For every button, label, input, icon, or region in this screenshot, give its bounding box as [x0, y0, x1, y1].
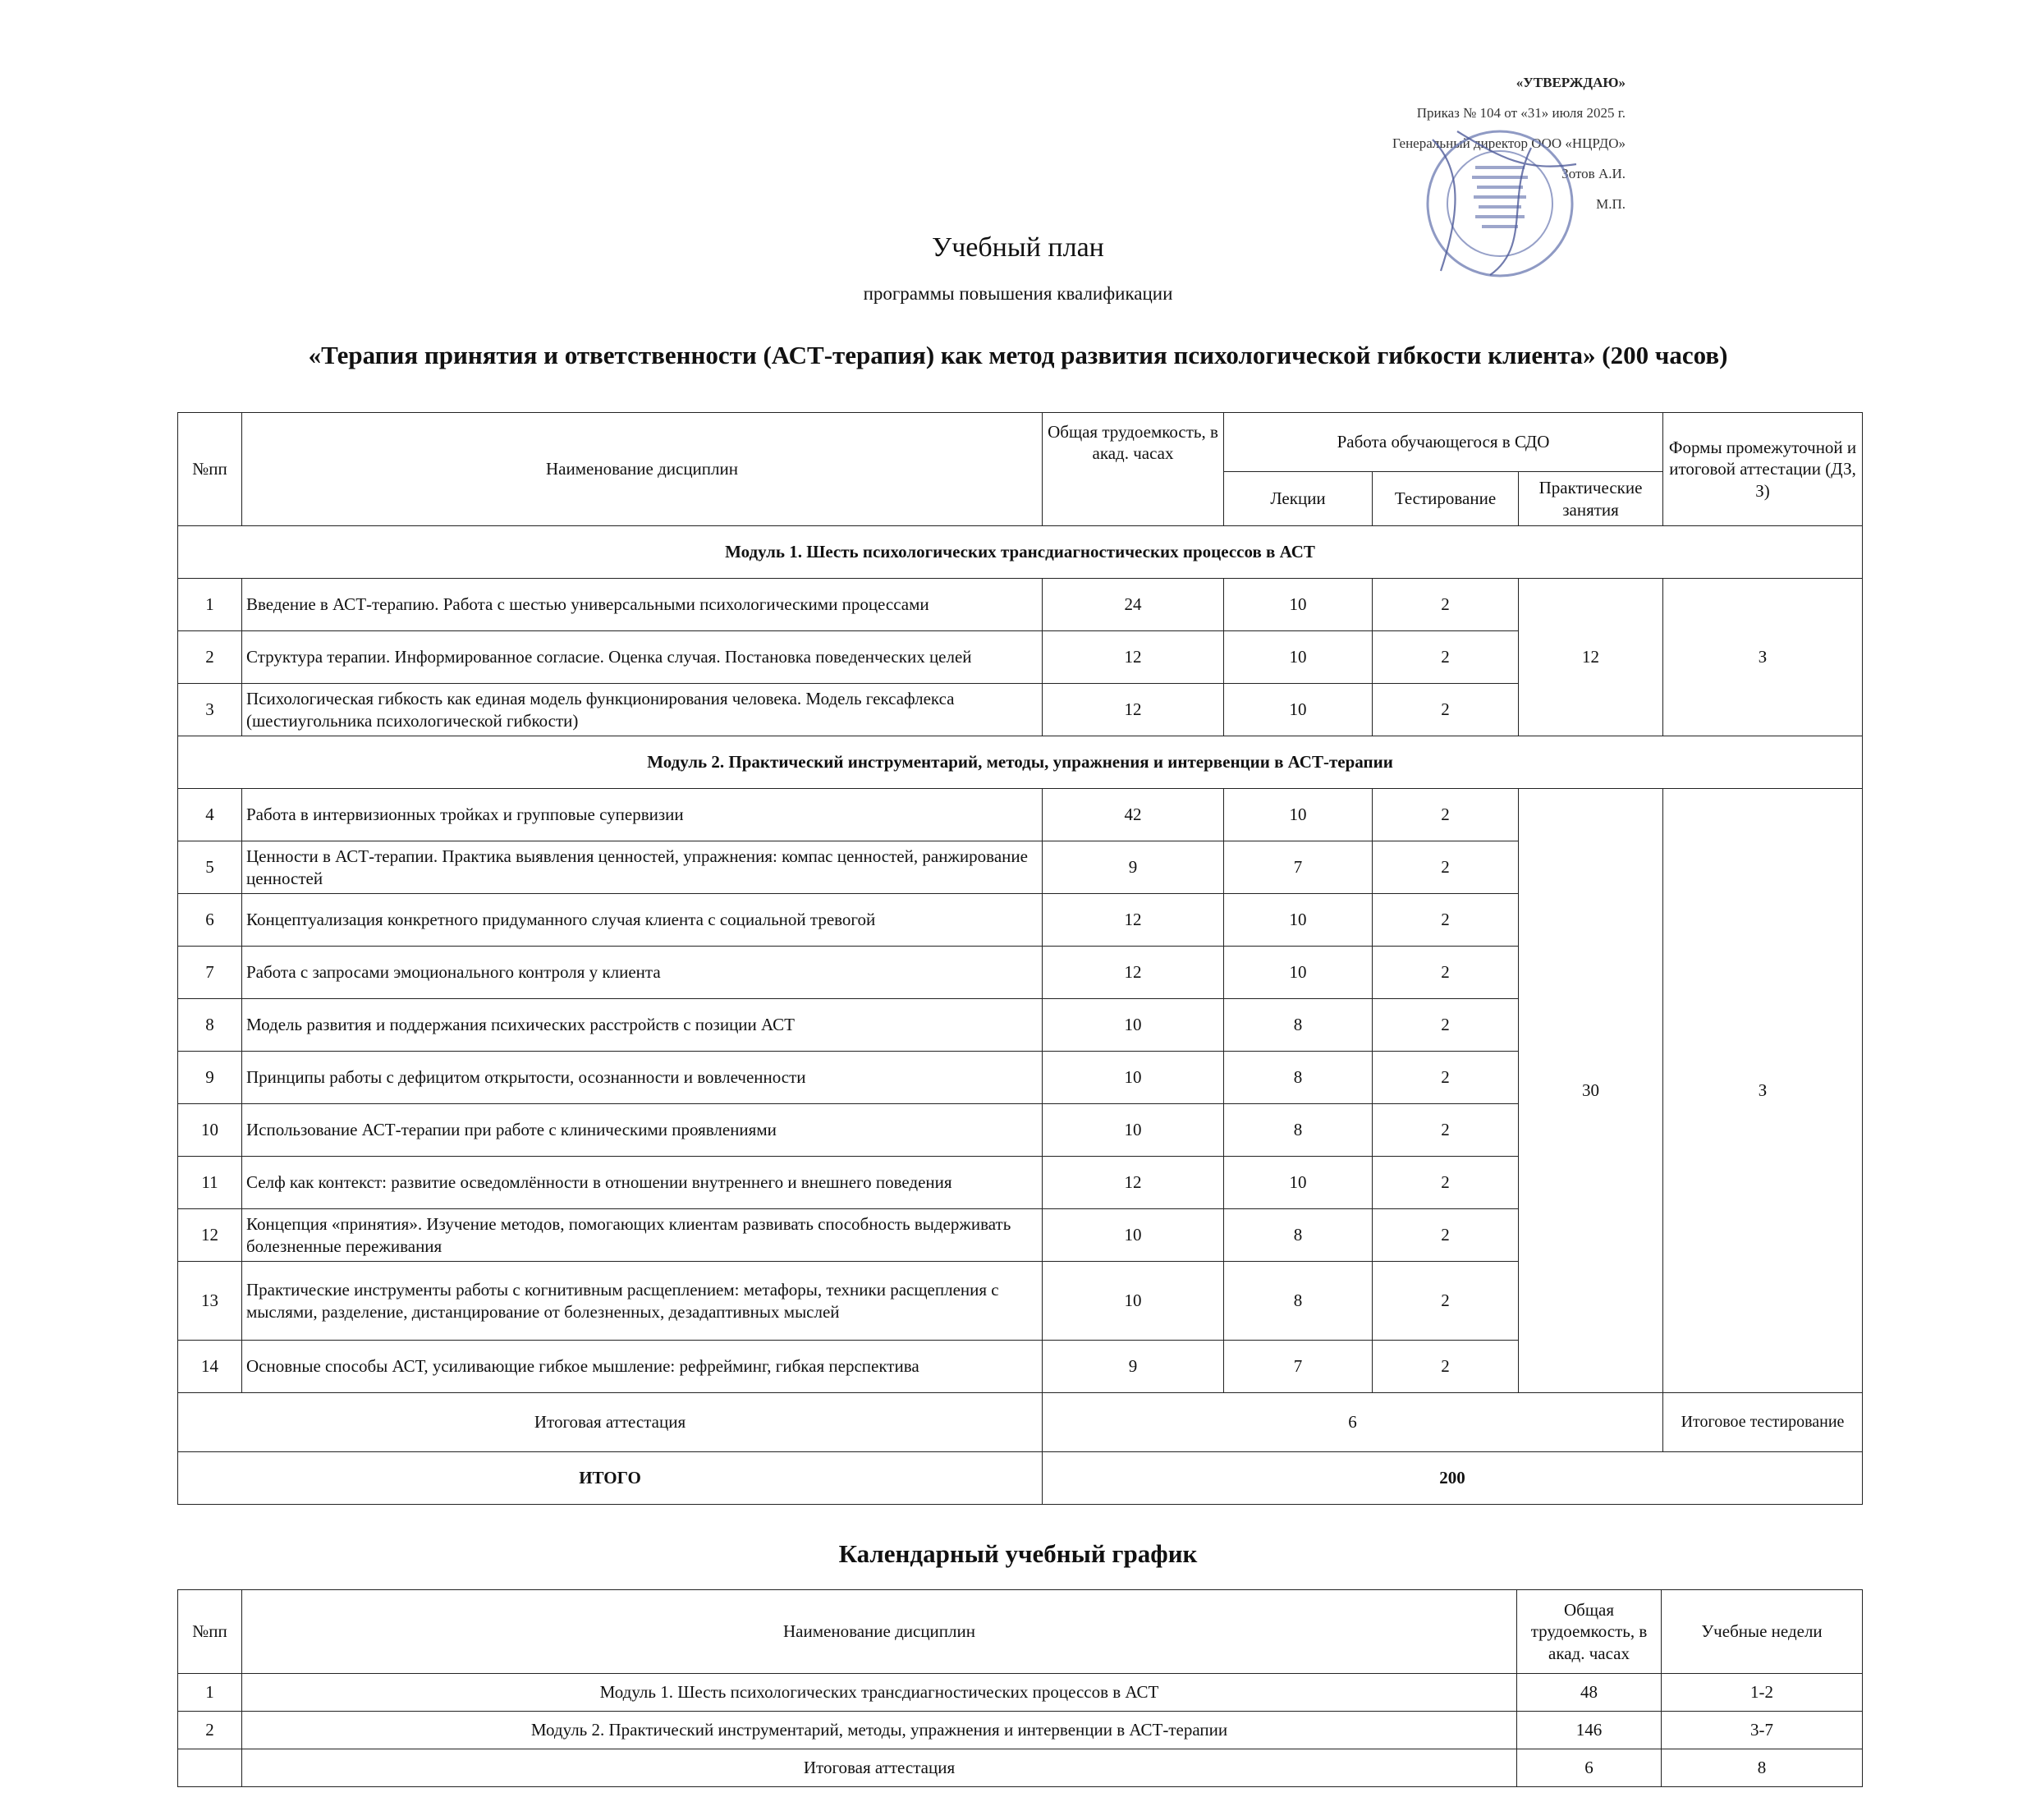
- row-testing: 2: [1373, 789, 1519, 841]
- module-2-practice: 30: [1519, 789, 1663, 1393]
- row-testing: 2: [1373, 1052, 1519, 1104]
- row-num: 10: [178, 1104, 242, 1157]
- row-lectures: 10: [1224, 894, 1373, 947]
- cal-row-total: 146: [1517, 1712, 1662, 1749]
- row-num: 9: [178, 1052, 242, 1104]
- row-total: 12: [1043, 1157, 1224, 1209]
- row-lectures: 8: [1224, 1262, 1373, 1341]
- row-testing: 2: [1373, 579, 1519, 631]
- cal-row-num: [178, 1749, 242, 1787]
- cal-header-name: Наименование дисциплин: [242, 1590, 1517, 1674]
- header-forms: Формы промежуточной и итоговой аттестации (ДЗ, З): [1663, 413, 1863, 526]
- row-num: 1: [178, 579, 242, 631]
- table-row: [178, 789, 1863, 841]
- row-name: Ценности в АСТ-терапии. Практика выявления ценностей, упражнения: компас ценностей, ранжирование ценностей: [242, 841, 1043, 894]
- row-name: Структура терапии. Информированное согласие. Оценка случая. Постановка поведенческих целей: [242, 631, 1043, 684]
- row-num: 6: [178, 894, 242, 947]
- row-total: 10: [1043, 999, 1224, 1052]
- row-num: 4: [178, 789, 242, 841]
- final-attestation-hours: 6: [1043, 1393, 1663, 1452]
- header-num: №пп: [178, 413, 242, 526]
- row-lectures: 8: [1224, 999, 1373, 1052]
- cal-row-weeks: 3-7: [1662, 1712, 1863, 1749]
- row-num: 12: [178, 1209, 242, 1262]
- row-name: Введение в АСТ-терапию. Работа с шестью универсальными психологическими процессами: [242, 579, 1043, 631]
- cal-row-total: 48: [1517, 1674, 1662, 1712]
- total-label: ИТОГО: [178, 1452, 1043, 1505]
- row-lectures: 8: [1224, 1052, 1373, 1104]
- row-num: 3: [178, 684, 242, 736]
- header-practice: Практические занятия: [1519, 472, 1663, 526]
- row-testing: 2: [1373, 999, 1519, 1052]
- row-testing: 2: [1373, 684, 1519, 736]
- row-num: 13: [178, 1262, 242, 1341]
- row-lectures: 7: [1224, 1341, 1373, 1393]
- row-num: 14: [178, 1341, 242, 1393]
- calendar-title: Календарный учебный график: [838, 1539, 1198, 1568]
- row-name: Использование АСТ-терапии при работе с клиническими проявлениями: [242, 1104, 1043, 1157]
- row-lectures: 10: [1224, 947, 1373, 999]
- header-testing: Тестирование: [1373, 472, 1519, 526]
- cal-row-name: Модуль 2. Практический инструментарий, методы, упражнения и интервенции в АСТ-терапии: [242, 1712, 1517, 1749]
- page-subtitle: программы повышения квалификации: [863, 283, 1173, 304]
- module-1-practice: 12: [1519, 579, 1663, 736]
- row-testing: 2: [1373, 1341, 1519, 1393]
- row-testing: 2: [1373, 1104, 1519, 1157]
- row-total: 10: [1043, 1209, 1224, 1262]
- row-testing: 2: [1373, 1262, 1519, 1341]
- row-lectures: 10: [1224, 579, 1373, 631]
- approval-heading: «УТВЕРЖДАЮ»: [1516, 75, 1626, 90]
- row-total: 24: [1043, 579, 1224, 631]
- cal-row-weeks: 8: [1662, 1749, 1863, 1787]
- row-total: 12: [1043, 894, 1224, 947]
- row-num: 7: [178, 947, 242, 999]
- row-total: 10: [1043, 1104, 1224, 1157]
- row-testing: 2: [1373, 1209, 1519, 1262]
- row-num: 2: [178, 631, 242, 684]
- header-total: Общая трудоемкость, в акад. часах: [1043, 413, 1224, 526]
- header-sdo: Работа обучающегося в СДО: [1224, 413, 1663, 472]
- row-total: 42: [1043, 789, 1224, 841]
- row-name: Селф как контекст: развитие осведомлённости в отношении внутреннего и внешнего поведения: [242, 1157, 1043, 1209]
- approval-signer: Зотов А.И.: [1561, 166, 1626, 181]
- row-total: 9: [1043, 1341, 1224, 1393]
- row-name: Концептуализация конкретного придуманного случая клиента с социальной тревогой: [242, 894, 1043, 947]
- cal-header-num: №пп: [178, 1590, 242, 1674]
- row-testing: 2: [1373, 947, 1519, 999]
- table-row: [178, 579, 1863, 631]
- program-title: «Терапия принятия и ответственности (АСТ-терапия) как метод развития психологической гибкости клиента» (200 часов): [308, 341, 1728, 369]
- row-name: Работа в интервизионных тройках и групповые супервизии: [242, 789, 1043, 841]
- row-testing: 2: [1373, 1157, 1519, 1209]
- row-name: Концепция «принятия». Изучение методов, помогающих клиентам развивать способность выдерживать болезненные переживания: [242, 1209, 1043, 1262]
- approval-position: Генеральный директор ООО «НЦРДО»: [1392, 135, 1626, 151]
- row-name: Основные способы АСТ, усиливающие гибкое мышление: рефрейминг, гибкая перспектива: [242, 1341, 1043, 1393]
- page-title: Учебный план: [932, 232, 1104, 263]
- cal-row-num: 2: [178, 1712, 242, 1749]
- row-total: 12: [1043, 631, 1224, 684]
- cal-row-num: 1: [178, 1674, 242, 1712]
- table-row: [178, 1712, 1863, 1749]
- row-num: 5: [178, 841, 242, 894]
- row-name: Модель развития и поддержания психических расстройств с позиции АСТ: [242, 999, 1043, 1052]
- curriculum-table: [177, 412, 1863, 1505]
- row-lectures: 8: [1224, 1104, 1373, 1157]
- approval-seal-mark: М.П.: [1596, 196, 1626, 212]
- row-lectures: 7: [1224, 841, 1373, 894]
- row-name: Принципы работы с дефицитом открытости, осознанности и вовлеченности: [242, 1052, 1043, 1104]
- approval-order: Приказ № 104 от «31» июля 2025 г.: [1416, 105, 1626, 121]
- row-testing: 2: [1373, 631, 1519, 684]
- row-lectures: 10: [1224, 684, 1373, 736]
- cal-header-total: Общая трудоемкость, в акад. часах: [1517, 1590, 1662, 1674]
- header-lectures: Лекции: [1224, 472, 1373, 526]
- header-name: Наименование дисциплин: [242, 413, 1043, 526]
- row-lectures: 10: [1224, 789, 1373, 841]
- calendar-table: [177, 1589, 1863, 1787]
- row-lectures: 10: [1224, 1157, 1373, 1209]
- cal-row-name: Модуль 1. Шесть психологических трансдиагностических процессов в АСТ: [242, 1674, 1517, 1712]
- table-row: [178, 1674, 1863, 1712]
- cal-row-name: Итоговая аттестация: [242, 1749, 1517, 1787]
- row-lectures: 10: [1224, 631, 1373, 684]
- module-2-heading: Модуль 2. Практический инструментарий, методы, упражнения и интервенции в АСТ-терапии: [178, 736, 1863, 789]
- table-row: [178, 1749, 1863, 1787]
- module-2-attestation: З: [1663, 789, 1863, 1393]
- cal-row-total: 6: [1517, 1749, 1662, 1787]
- cal-row-weeks: 1-2: [1662, 1674, 1863, 1712]
- row-total: 9: [1043, 841, 1224, 894]
- row-testing: 2: [1373, 841, 1519, 894]
- row-name: Работа с запросами эмоционального контроля у клиента: [242, 947, 1043, 999]
- module-1-heading: Модуль 1. Шесть психологических трансдиагностических процессов в АСТ: [178, 526, 1863, 579]
- row-testing: 2: [1373, 894, 1519, 947]
- final-attestation-label: Итоговая аттестация: [178, 1393, 1043, 1452]
- row-total: 12: [1043, 947, 1224, 999]
- cal-header-weeks: Учебные недели: [1662, 1590, 1863, 1674]
- row-total: 10: [1043, 1052, 1224, 1104]
- row-name: Практические инструменты работы с когнитивным расщеплением: метафоры, техники расщепления с мыслями, разделение, дистанцирование от болезненных, дезадаптивных мыслей: [242, 1262, 1043, 1341]
- row-total: 10: [1043, 1262, 1224, 1341]
- total-hours: 200: [1043, 1452, 1863, 1505]
- row-lectures: 8: [1224, 1209, 1373, 1262]
- row-total: 12: [1043, 684, 1224, 736]
- module-1-attestation: З: [1663, 579, 1863, 736]
- row-num: 11: [178, 1157, 242, 1209]
- row-num: 8: [178, 999, 242, 1052]
- row-name: Психологическая гибкость как единая модель функционирования человека. Модель гексафлекса (шестиугольника психологической гибкости): [242, 684, 1043, 736]
- final-attestation-form: Итоговое тестирование: [1663, 1393, 1863, 1452]
